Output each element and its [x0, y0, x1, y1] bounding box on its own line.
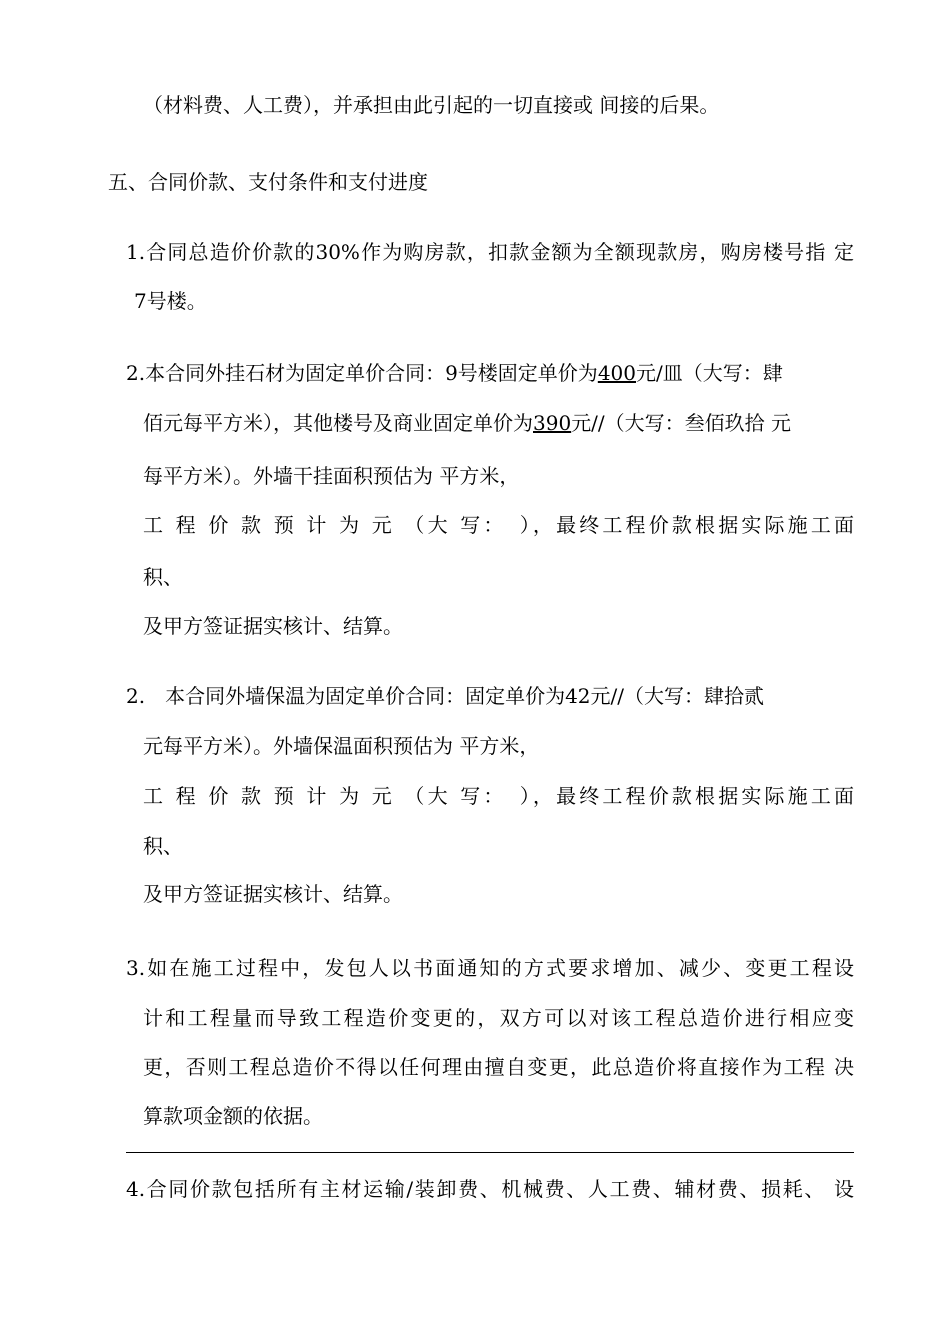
underlined-value: 390 — [533, 411, 572, 435]
text-segment: 2.本合同外挂石材为固定单价合同：9号楼固定单价为 — [126, 361, 598, 385]
text-line: 算款项金额的依据。 — [143, 1104, 323, 1128]
text-line: 更，否则工程总造价不得以任何理由擅自变更，此总造价将直接作为工程 决 — [143, 1055, 854, 1079]
text-line: 每平方米）。外墙干挂面积预估为 平方米， — [143, 464, 520, 488]
text-line: 及甲方签证据实核计、结算。 — [143, 614, 403, 638]
section-heading: 五、合同价款、支付条件和支付进度 — [108, 170, 428, 194]
text-line: 2. 本合同外墙保温为固定单价合同：固定单价为42元//（大写：肆拾贰 — [126, 684, 765, 708]
text-line: 积、 — [143, 834, 183, 858]
text-line — [143, 409, 791, 437]
text-line: 积、 — [143, 565, 183, 589]
text-segment: 佰元每平方米），其他楼号及商业固定单价为 — [143, 411, 533, 435]
text-line: 计和工程量而导致工程造价变更的，双方可以对该工程总造价进行相应变 — [143, 1006, 854, 1030]
text-line: 工 程 价 款 预 计 为 元 （大 写： ），最终工程价款根据实际施工面 — [143, 513, 854, 537]
underlined-value: 400 — [597, 361, 636, 385]
text-line: 3.如在施工过程中，发包人以书面通知的方式要求增加、减少、变更工程设 — [126, 956, 854, 980]
text-line: 1.合同总造价价款的30%作为购房款，扣款金额为全额现款房，购房楼号指 定 — [126, 240, 854, 264]
text-line: （材料费、人工费），并承担由此引起的一切直接或 间接的后果。 — [143, 93, 720, 117]
text-segment: 元//（大写：叁佰玖拾 元 — [571, 411, 792, 435]
text-line: 工 程 价 款 预 计 为 元 （大 写： ），最终工程价款根据实际施工面 — [143, 784, 854, 808]
text-line: 7号楼。 — [134, 289, 207, 313]
text-line — [126, 359, 783, 387]
text-segment: 元/皿（大写：肆 — [636, 361, 783, 385]
text-line: 4.合同价款包括所有主材运输/装卸费、机械费、人工费、辅材费、损耗、 设 — [126, 1177, 854, 1201]
text-line: 及甲方签证据实核计、结算。 — [143, 882, 403, 906]
horizontal-divider — [126, 1152, 854, 1153]
text-line: 元每平方米）。外墙保温面积预估为 平方米， — [143, 734, 540, 758]
